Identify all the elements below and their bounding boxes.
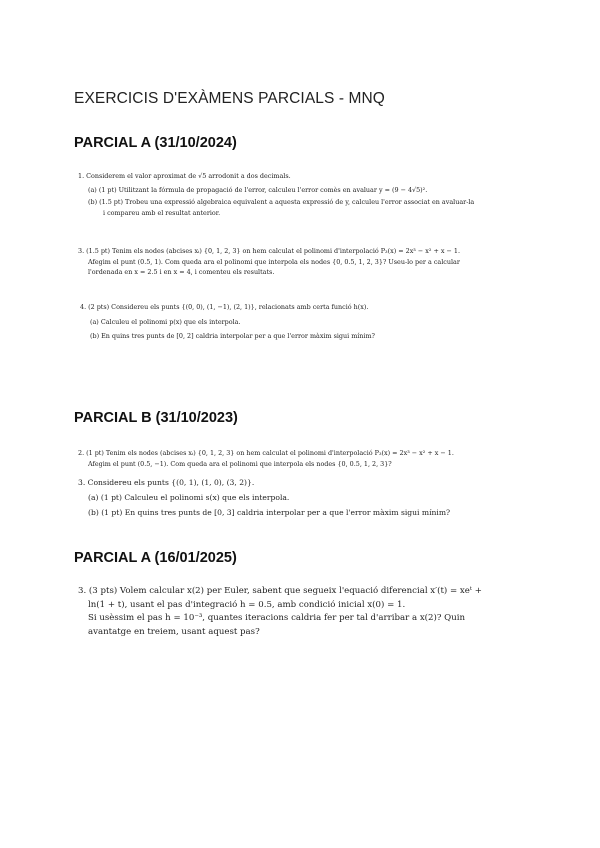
section-heading-parcial-a-2024: PARCIAL A (31/10/2024) (74, 135, 237, 151)
exercise-line: (b) (1.5 pt) Trobeu una expressió algebraica equivalent a aquesta expressió de y, calculeu l'error associat en avaluar-la (88, 198, 475, 206)
exercise-line: Afegim el punt (0.5, 1). Com queda ara el polinomi que interpola els nodes {0, 0.5, 1, 2, 3}? Useu-lo per a calcular (88, 257, 460, 266)
exercise-line: (a) (1 pt) Utilitzant la fórmula de propagació de l'error, calculeu l'error comès en avaluar y = (9 − 4√5)². (88, 185, 428, 194)
exercise-line: 3. Considereu els punts {(0, 1), (1, 0), (3, 2)}. (78, 478, 255, 487)
section-heading-parcial-b-2023: PARCIAL B (31/10/2023) (74, 410, 238, 426)
exercise-line: i compareu amb el resultat anterior. (103, 208, 221, 217)
exercise-line: ln(1 + t), usant el pas d'integració h = 0.5, amb condició inicial x(0) = 1. (88, 599, 406, 610)
exercise-3-2024 (78, 246, 460, 278)
exercise-line: (a) (1 pt) Calculeu el polinomi s(x) que els interpola. (88, 493, 290, 502)
exercise-line: Si usèssim el pas h = 10⁻³, quantes iteracions caldria fer per tal d'arribar a x(2)? Quin (88, 613, 466, 623)
exercise-4-2024 (80, 302, 375, 342)
exercise-line: l'ordenada en x = 2.5 i en x = 4, i comenteu els resultats. (88, 268, 275, 276)
exercise-line: (b) (1 pt) En quins tres punts de [0, 3] caldria interpolar per a que l'error màxim sigui mínim? (88, 508, 451, 517)
exercise-3-2025 (78, 585, 482, 639)
exercise-3-2023 (78, 477, 450, 519)
exercise-line: (a) Calculeu el polinomi p(x) que els interpola. (90, 317, 241, 326)
exercise-line: 1. Considerem el valor aproximat de √5 arrodonit a dos decimals. (78, 172, 291, 180)
exercise-line: 3. (1.5 pt) Tenim els nodes (abcises xᵢ) {0, 1, 2, 3} on hem calculat el polinomi d'interpolació P₃(x) = 2x³ − x² + x − 1. (78, 247, 460, 255)
exercise-line: (b) En quins tres punts de [0, 2] caldria interpolar per a que l'error màxim sigui mínim? (90, 332, 375, 340)
exercise-1-2024 (78, 171, 474, 218)
exercise-line: avantatge en treiem, usant aquest pas? (88, 626, 260, 637)
exercise-line: 2. (1 pt) Tenim els nodes (abcises xᵢ) {0, 1, 2, 3} on hem calculat el polinomi d'interpolació P₃(x) = 2x³ − x² + x − 1. (78, 449, 454, 457)
document-title: EXERCICIS D'EXÀMENS PARCIALS - MNQ (74, 90, 385, 107)
section-heading-parcial-a-2025: PARCIAL A (16/01/2025) (74, 550, 237, 566)
exercise-2-2023 (78, 448, 454, 469)
exercise-line: 3. (3 pts) Volem calcular x(2) per Euler, sabent que segueix l'equació diferencial x′(t) = xeᵗ + (78, 586, 482, 596)
exercise-line: Afegim el punt (0.5, −1). Com queda ara el polinomi que interpola els nodes {0, 0.5, 1, 2, 3}? (88, 459, 392, 468)
exercise-line: 4. (2 pts) Considereu els punts {(0, 0), (1, −1), (2, 1)}, relacionats amb certa funció h(x). (80, 303, 369, 311)
